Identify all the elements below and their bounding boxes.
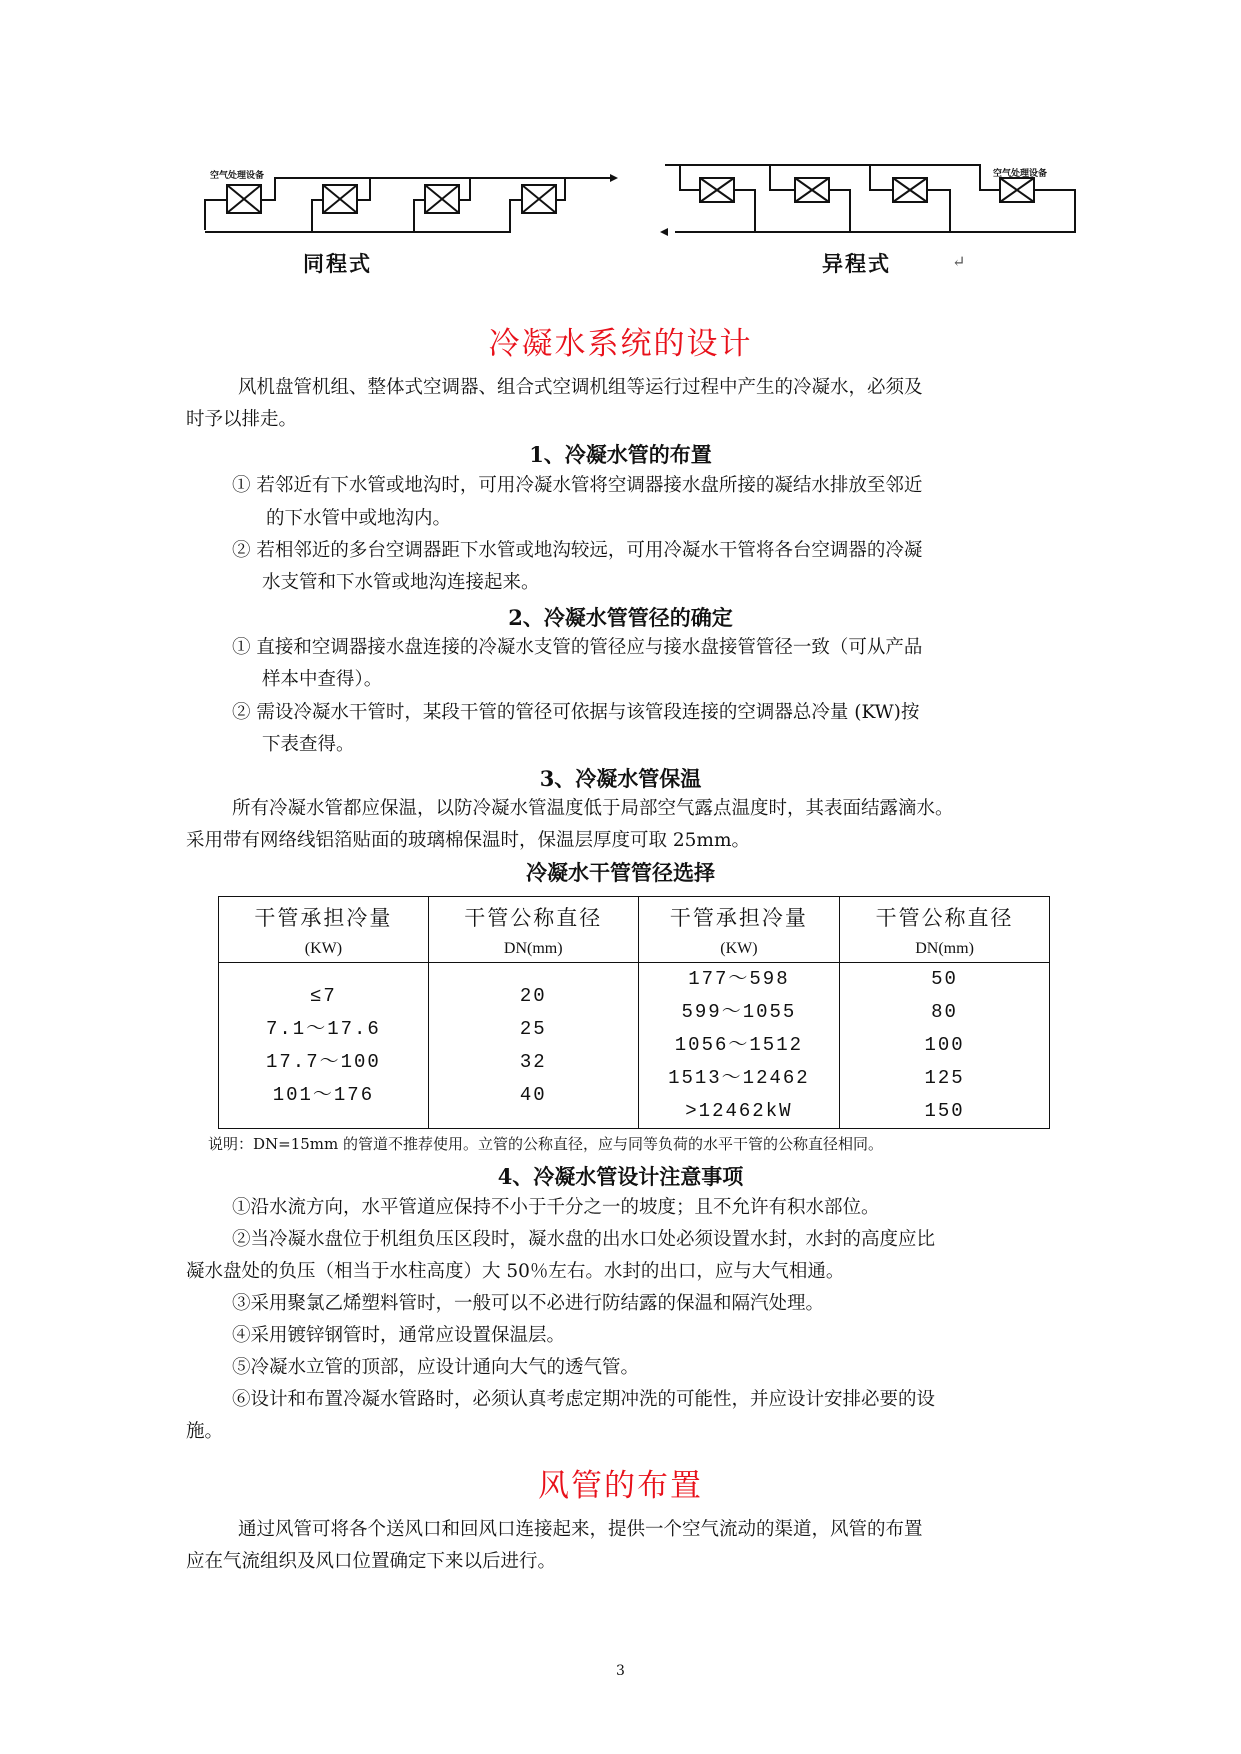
- heading-pipe-layout: 1、冷凝水管的布置: [529, 442, 712, 467]
- layout-item-2-line-2: 水支管和下水管或地沟连接起来。: [262, 572, 540, 593]
- table-title: 冷凝水干管管径选择: [526, 860, 715, 885]
- same-path-caption: 同程式: [303, 252, 372, 276]
- table-cell-load-col1: ≤7 7.1～17.6 17.7～100 101～176: [219, 963, 429, 1129]
- table-header-cell: 干管公称直径 DN(mm): [428, 897, 638, 963]
- table-header-cell: 干管公称直径 DN(mm): [840, 897, 1050, 963]
- reverse-path-caption: 异程式: [822, 252, 891, 276]
- table-header-cell: 干管承担冷量 (KW): [219, 897, 429, 963]
- same-path-diagram: [200, 160, 620, 240]
- diameter-item-2-line-1: ② 需设冷凝水干管时，某段干管的管径可依据与该管段连接的空调器总冷量 (KW)按: [232, 702, 920, 723]
- layout-item-2-line-1: ② 若相邻近的多台空调器距下水管或地沟较远，可用冷凝水干管将各台空调器的冷凝: [232, 540, 923, 561]
- intro-line-1: 风机盘管机组、整体式空调器、组合式空调机组等运行过程中产生的冷凝水，必须及: [238, 377, 923, 398]
- duct-line-1: 通过风管可将各个送风口和回风口连接起来，提供一个空气流动的渠道，风管的布置: [238, 1519, 923, 1540]
- reverse-path-diagram: [660, 160, 1080, 240]
- intro-line-2: 时予以排走。: [186, 409, 298, 430]
- note-line-3: ③采用聚氯乙烯塑料管时，一般可以不必进行防结露的保温和隔汽处理。: [232, 1293, 825, 1314]
- table-cell-dn-col4: 50 80 100 125 150: [840, 963, 1050, 1129]
- insulation-line-2: 采用带有网络线铝箔贴面的玻璃棉保温时，保温层厚度可取 25mm。: [186, 830, 751, 851]
- duct-line-2: 应在气流组织及风口位置确定下来以后进行。: [186, 1551, 557, 1572]
- layout-item-1-line-1: ① 若邻近有下水管或地沟时，可用冷凝水管将空调器接水盘所接的凝结水排放至邻近: [232, 475, 923, 496]
- note-line-6b: 施。: [186, 1421, 224, 1442]
- note-line-4: ④采用镀锌钢管时，通常应设置保温层。: [232, 1325, 566, 1346]
- diameter-item-1-line-2: 样本中查得）。: [262, 669, 383, 690]
- heading-pipe-diameter: 2、冷凝水管管径的确定: [508, 605, 733, 630]
- table-cell-dn-col2: 20 25 32 40: [428, 963, 638, 1129]
- page-number: 3: [616, 1663, 625, 1679]
- note-line-1: ①沿水流方向，水平管道应保持不小于千分之一的坡度；且不允许有积水部位。: [232, 1197, 880, 1218]
- note-line-6a: ⑥设计和布置冷凝水管路时，必须认真考虑定期冲洗的可能性，并应设计安排必要的设: [232, 1389, 936, 1410]
- diameter-item-1-line-1: ① 直接和空调器接水盘连接的冷凝水支管的管径应与接水盘接管管径一致（可从产品: [232, 637, 923, 658]
- heading-insulation: 3、冷凝水管保温: [539, 766, 702, 791]
- layout-item-1-line-2: 的下水管中或地沟内。: [266, 508, 452, 529]
- diameter-item-2-line-2: 下表查得。: [262, 734, 355, 755]
- heading-design-notes: 4、冷凝水管设计注意事项: [497, 1164, 744, 1189]
- equipment-label: 空气处理设备: [210, 171, 265, 181]
- section-title-duct: 风管的布置: [538, 1468, 703, 1504]
- table-note: 说明：DN=15mm 的管道不推荐使用。立管的公称直径，应与同等负荷的水平干管的公称直径相同。: [208, 1135, 884, 1153]
- section-title-condensate: 冷凝水系统的设计: [488, 326, 753, 362]
- note-line-2b: 凝水盘处的负压（相当于水柱高度）大 50％左右。水封的出口，应与大气相通。: [186, 1261, 845, 1282]
- table-header-cell: 干管承担冷量 (KW): [638, 897, 839, 963]
- note-line-2a: ②当冷凝水盘位于机组负压区段时，凝水盘的出水口处必须设置水封，水封的高度应比: [232, 1229, 936, 1250]
- return-mark: ↵: [952, 252, 966, 271]
- insulation-line-1: 所有冷凝水管都应保温，以防冷凝水管温度低于局部空气露点温度时，其表面结露滴水。: [232, 798, 954, 819]
- note-line-5: ⑤冷凝水立管的顶部，应设计通向大气的透气管。: [232, 1357, 640, 1378]
- table-cell-load-col3: 177～598 599～1055 1056～1512 1513～12462 >12462kW: [638, 963, 839, 1129]
- equipment-label: 空气处理设备: [993, 169, 1048, 179]
- diameter-table: [218, 896, 1050, 1129]
